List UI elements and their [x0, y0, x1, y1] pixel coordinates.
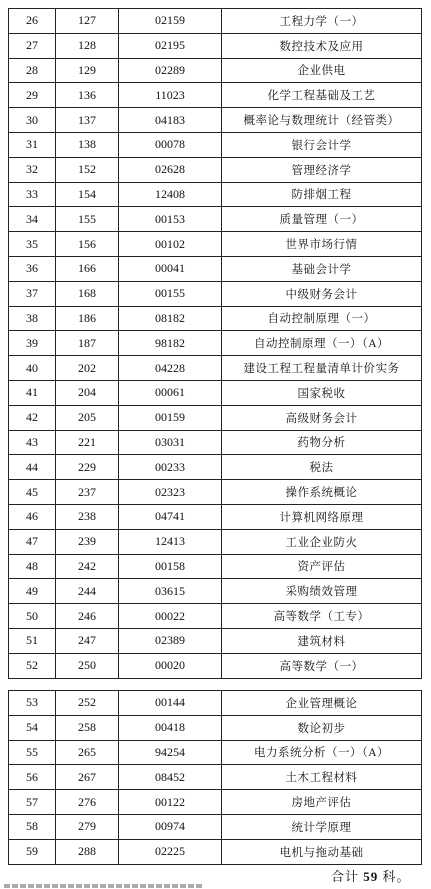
- seq-cell: 27: [9, 33, 56, 58]
- code-cell: 00233: [119, 455, 222, 480]
- no-cell: 276: [56, 790, 119, 815]
- no-cell: 154: [56, 182, 119, 207]
- seq-cell: 59: [9, 839, 56, 864]
- name-cell: 药物分析: [222, 430, 422, 455]
- no-cell: 127: [56, 9, 119, 34]
- seq-cell: 26: [9, 9, 56, 34]
- code-cell: 04741: [119, 504, 222, 529]
- no-cell: 252: [56, 691, 119, 716]
- no-cell: 237: [56, 480, 119, 505]
- name-cell: 统计学原理: [222, 814, 422, 839]
- name-cell: 土木工程材料: [222, 765, 422, 790]
- table-row: [9, 814, 422, 839]
- table-row: [9, 455, 422, 480]
- table-row: [9, 604, 422, 629]
- name-cell: 管理经济学: [222, 157, 422, 182]
- total-suffix: 科。: [382, 869, 411, 884]
- seq-cell: 43: [9, 430, 56, 455]
- no-cell: 265: [56, 740, 119, 765]
- name-cell: 资产评估: [222, 554, 422, 579]
- table-row: [9, 281, 422, 306]
- code-cell: 00061: [119, 380, 222, 405]
- table-row: [9, 207, 422, 232]
- seq-cell: 36: [9, 256, 56, 281]
- total-count: 59: [363, 869, 379, 884]
- code-cell: 02159: [119, 9, 222, 34]
- name-cell: 国家税收: [222, 380, 422, 405]
- no-cell: 244: [56, 579, 119, 604]
- no-cell: 242: [56, 554, 119, 579]
- code-cell: 02389: [119, 628, 222, 653]
- name-cell: 质量管理（一）: [222, 207, 422, 232]
- code-cell: 00102: [119, 232, 222, 257]
- seq-cell: 51: [9, 628, 56, 653]
- no-cell: 138: [56, 132, 119, 157]
- code-cell: 00144: [119, 691, 222, 716]
- seq-cell: 57: [9, 790, 56, 815]
- no-cell: 267: [56, 765, 119, 790]
- no-cell: 129: [56, 58, 119, 83]
- seq-cell: 28: [9, 58, 56, 83]
- code-cell: 94254: [119, 740, 222, 765]
- name-cell: 税法: [222, 455, 422, 480]
- no-cell: 247: [56, 628, 119, 653]
- seq-cell: 30: [9, 108, 56, 133]
- name-cell: 企业供电: [222, 58, 422, 83]
- no-cell: 128: [56, 33, 119, 58]
- table-row: [9, 715, 422, 740]
- table-row: [9, 653, 422, 678]
- table-row: [9, 579, 422, 604]
- name-cell: 概率论与数理统计（经管类）: [222, 108, 422, 133]
- table-row: [9, 256, 422, 281]
- table-row: [9, 33, 422, 58]
- code-cell: 12408: [119, 182, 222, 207]
- no-cell: 238: [56, 504, 119, 529]
- seq-cell: 40: [9, 356, 56, 381]
- table-row: [9, 839, 422, 864]
- seq-cell: 47: [9, 529, 56, 554]
- seq-cell: 46: [9, 504, 56, 529]
- name-cell: 基础会计学: [222, 256, 422, 281]
- code-cell: 08182: [119, 306, 222, 331]
- name-cell: 防排烟工程: [222, 182, 422, 207]
- table-row: [9, 182, 422, 207]
- subjects-table-top: [8, 8, 422, 679]
- seq-cell: 58: [9, 814, 56, 839]
- subjects-table-top-body: [9, 9, 422, 679]
- table-row: [9, 740, 422, 765]
- code-cell: 02323: [119, 480, 222, 505]
- name-cell: 电机与拖动基础: [222, 839, 422, 864]
- table-row: [9, 504, 422, 529]
- table-row: [9, 430, 422, 455]
- table-row: [9, 405, 422, 430]
- seq-cell: 41: [9, 380, 56, 405]
- no-cell: 186: [56, 306, 119, 331]
- code-cell: 02225: [119, 839, 222, 864]
- name-cell: 银行会计学: [222, 132, 422, 157]
- name-cell: 工程力学（一）: [222, 9, 422, 34]
- seq-cell: 39: [9, 331, 56, 356]
- name-cell: 高等数学（一）: [222, 653, 422, 678]
- code-cell: 98182: [119, 331, 222, 356]
- name-cell: 高级财务会计: [222, 405, 422, 430]
- code-cell: 00158: [119, 554, 222, 579]
- code-cell: 00041: [119, 256, 222, 281]
- code-cell: 11023: [119, 83, 222, 108]
- no-cell: 152: [56, 157, 119, 182]
- name-cell: 自动控制原理（一）: [222, 306, 422, 331]
- no-cell: 168: [56, 281, 119, 306]
- footer-crop-bar: [4, 884, 204, 888]
- name-cell: 中级财务会计: [222, 281, 422, 306]
- name-cell: 高等数学（工专）: [222, 604, 422, 629]
- name-cell: 电力系统分析（一）（A）: [222, 740, 422, 765]
- no-cell: 137: [56, 108, 119, 133]
- table-row: [9, 480, 422, 505]
- name-cell: 工业企业防火: [222, 529, 422, 554]
- no-cell: 166: [56, 256, 119, 281]
- name-cell: 采购绩效管理: [222, 579, 422, 604]
- seq-cell: 52: [9, 653, 56, 678]
- table-row: [9, 306, 422, 331]
- seq-cell: 56: [9, 765, 56, 790]
- table-row: [9, 331, 422, 356]
- code-cell: 02628: [119, 157, 222, 182]
- code-cell: 00020: [119, 653, 222, 678]
- code-cell: 04183: [119, 108, 222, 133]
- code-cell: 00153: [119, 207, 222, 232]
- no-cell: 246: [56, 604, 119, 629]
- seq-cell: 50: [9, 604, 56, 629]
- table-row: [9, 9, 422, 34]
- table-row: [9, 765, 422, 790]
- name-cell: 计算机网络原理: [222, 504, 422, 529]
- no-cell: 229: [56, 455, 119, 480]
- seq-cell: 54: [9, 715, 56, 740]
- subjects-table-bottom: [8, 690, 422, 865]
- seq-cell: 44: [9, 455, 56, 480]
- no-cell: 156: [56, 232, 119, 257]
- seq-cell: 34: [9, 207, 56, 232]
- code-cell: 00418: [119, 715, 222, 740]
- table-row: [9, 132, 422, 157]
- name-cell: 建筑材料: [222, 628, 422, 653]
- code-cell: 00155: [119, 281, 222, 306]
- no-cell: 205: [56, 405, 119, 430]
- table-row: [9, 356, 422, 381]
- code-cell: 02289: [119, 58, 222, 83]
- no-cell: 155: [56, 207, 119, 232]
- name-cell: 化学工程基础及工艺: [222, 83, 422, 108]
- name-cell: 房地产评估: [222, 790, 422, 815]
- name-cell: 自动控制原理（一）（A）: [222, 331, 422, 356]
- seq-cell: 31: [9, 132, 56, 157]
- seq-cell: 37: [9, 281, 56, 306]
- code-cell: 00122: [119, 790, 222, 815]
- no-cell: 187: [56, 331, 119, 356]
- seq-cell: 53: [9, 691, 56, 716]
- table-row: [9, 58, 422, 83]
- code-cell: 04228: [119, 356, 222, 381]
- code-cell: 00022: [119, 604, 222, 629]
- seq-cell: 45: [9, 480, 56, 505]
- table-row: [9, 380, 422, 405]
- name-cell: 数控技术及应用: [222, 33, 422, 58]
- seq-cell: 29: [9, 83, 56, 108]
- subjects-table-bottom-body: [9, 691, 422, 865]
- code-cell: 08452: [119, 765, 222, 790]
- table-row: [9, 790, 422, 815]
- seq-cell: 33: [9, 182, 56, 207]
- code-cell: 00974: [119, 814, 222, 839]
- table-row: [9, 108, 422, 133]
- no-cell: 239: [56, 529, 119, 554]
- total-summary: [331, 866, 411, 885]
- name-cell: 操作系统概论: [222, 480, 422, 505]
- table-row: [9, 691, 422, 716]
- no-cell: 221: [56, 430, 119, 455]
- no-cell: 136: [56, 83, 119, 108]
- seq-cell: 48: [9, 554, 56, 579]
- table-row: [9, 554, 422, 579]
- table-row: [9, 232, 422, 257]
- code-cell: 00159: [119, 405, 222, 430]
- code-cell: 03615: [119, 579, 222, 604]
- code-cell: 02195: [119, 33, 222, 58]
- table-row: [9, 628, 422, 653]
- total-prefix: 合计: [331, 869, 360, 884]
- code-cell: 12413: [119, 529, 222, 554]
- name-cell: 数论初步: [222, 715, 422, 740]
- no-cell: 202: [56, 356, 119, 381]
- no-cell: 258: [56, 715, 119, 740]
- seq-cell: 55: [9, 740, 56, 765]
- no-cell: 204: [56, 380, 119, 405]
- name-cell: 世界市场行情: [222, 232, 422, 257]
- table-row: [9, 157, 422, 182]
- seq-cell: 38: [9, 306, 56, 331]
- no-cell: 250: [56, 653, 119, 678]
- code-cell: 03031: [119, 430, 222, 455]
- seq-cell: 42: [9, 405, 56, 430]
- seq-cell: 35: [9, 232, 56, 257]
- table-row: [9, 83, 422, 108]
- seq-cell: 49: [9, 579, 56, 604]
- table-row: [9, 529, 422, 554]
- name-cell: 企业管理概论: [222, 691, 422, 716]
- no-cell: 288: [56, 839, 119, 864]
- seq-cell: 32: [9, 157, 56, 182]
- no-cell: 279: [56, 814, 119, 839]
- code-cell: 00078: [119, 132, 222, 157]
- name-cell: 建设工程工程量清单计价实务: [222, 356, 422, 381]
